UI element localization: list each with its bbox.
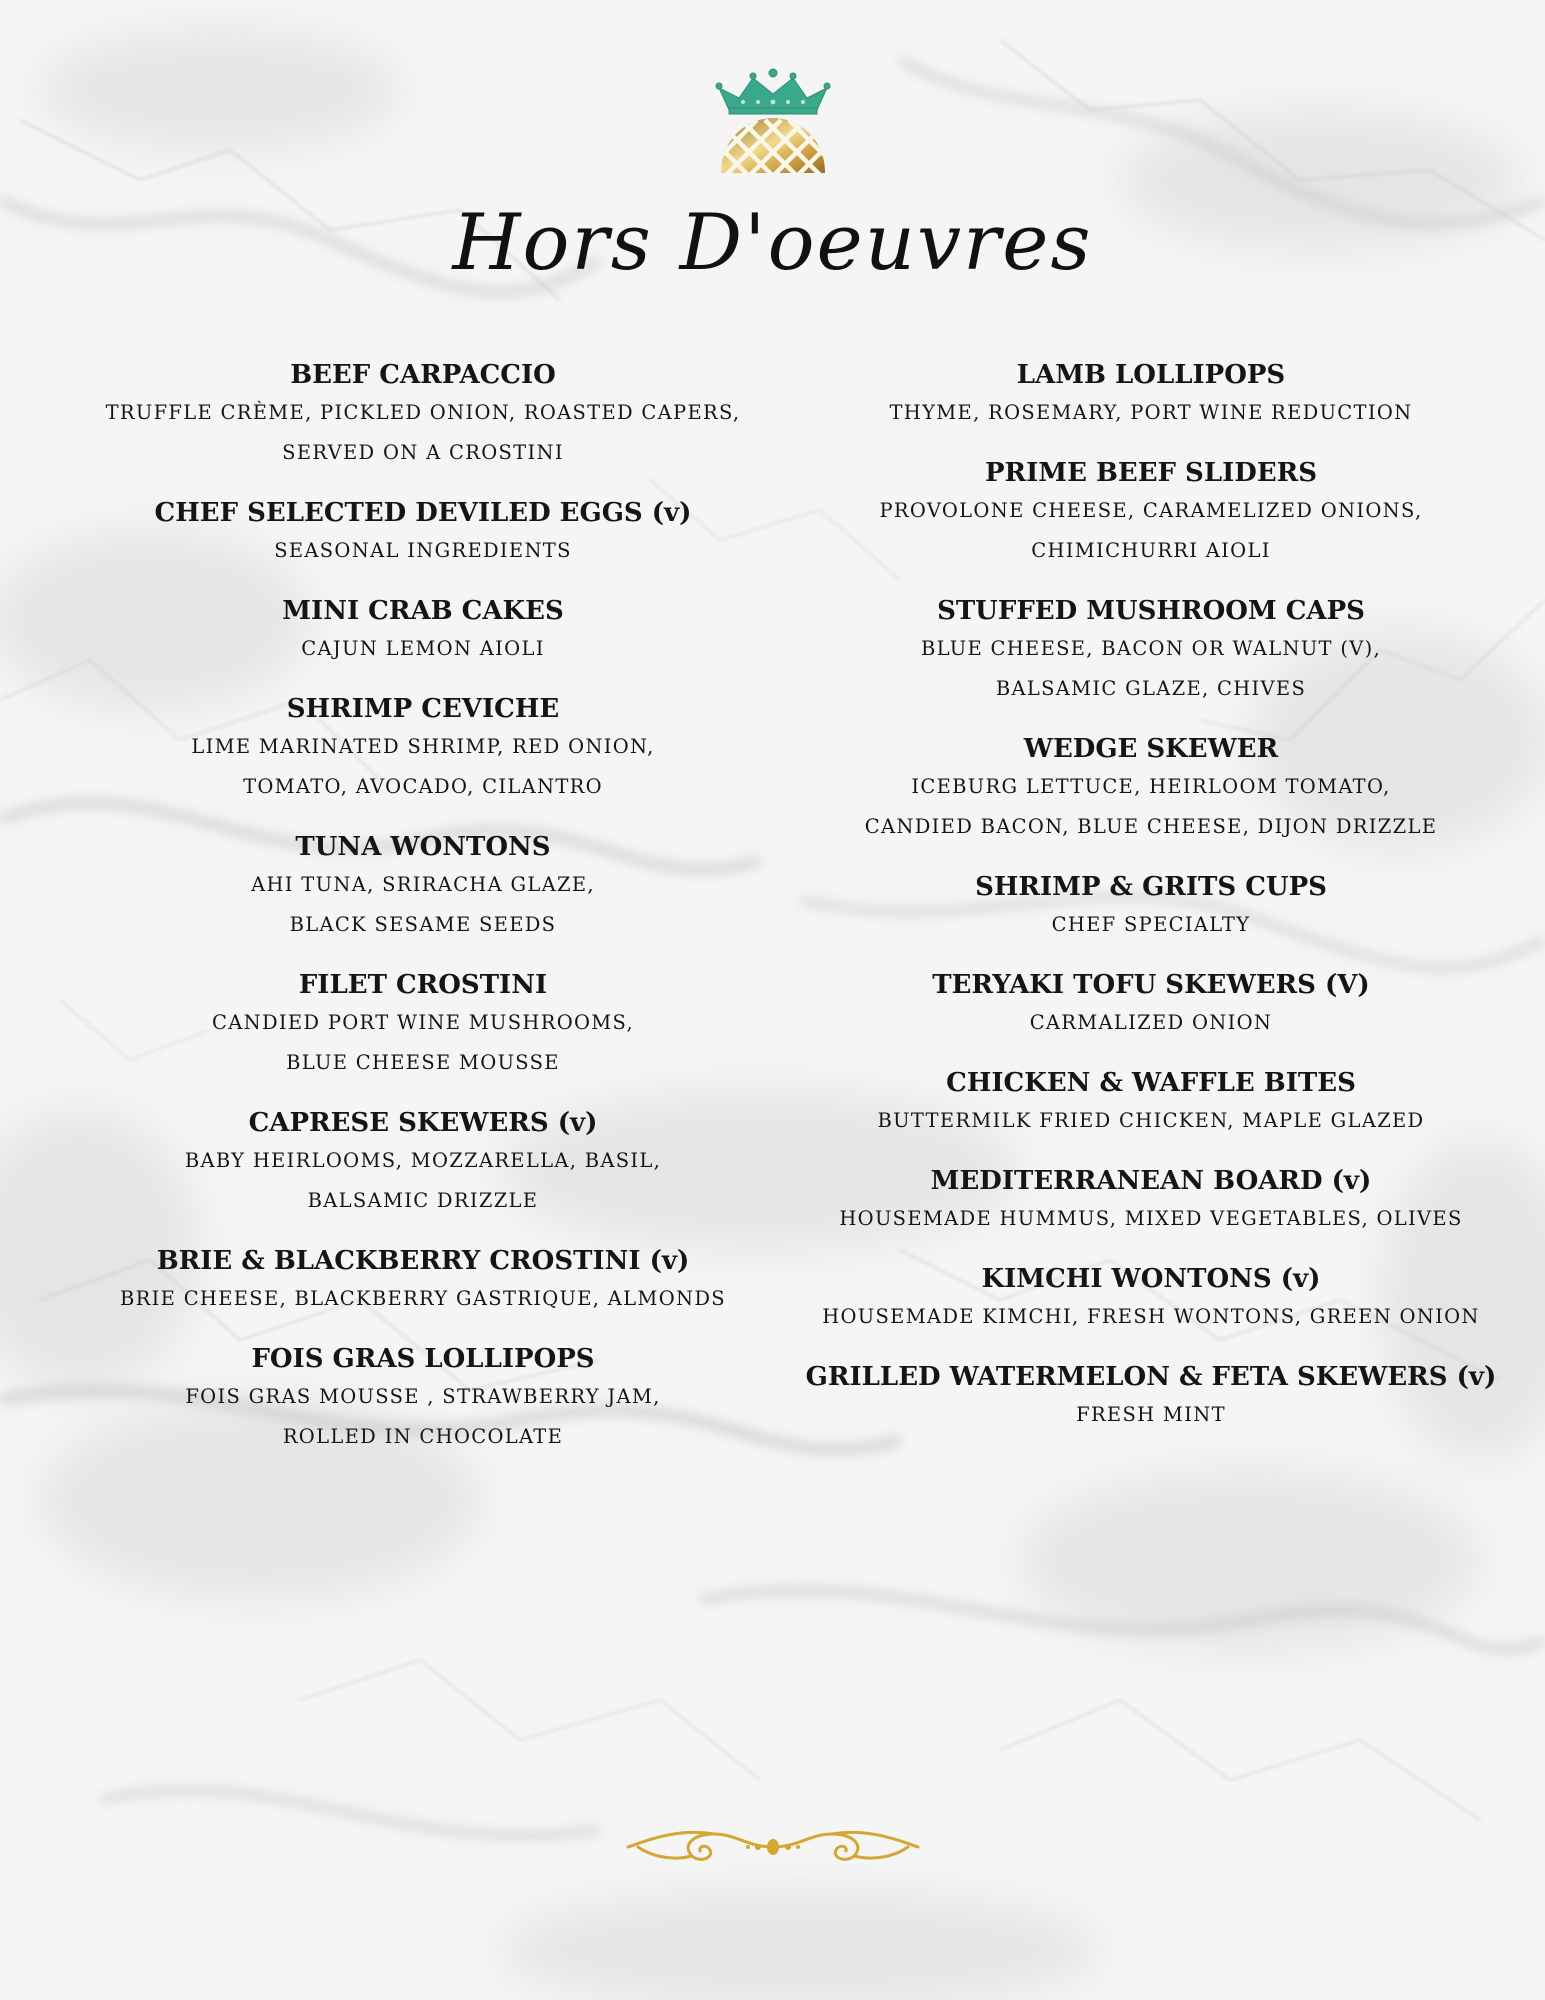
item-name: KIMCHI WONTONS (v)	[981, 1264, 1321, 1294]
item-description: ROLLED IN CHOCOLATE	[282, 1425, 564, 1448]
item-name: SHRIMP CEVICHE	[286, 694, 560, 724]
item-description: TRUFFLE CRÈME, PICKLED ONION, ROASTED CAPERS,	[105, 401, 741, 424]
item-description: BRIE CHEESE, BLACKBERRY GASTRIQUE, ALMONDS	[120, 1287, 726, 1310]
menu-item	[801, 1163, 1501, 1239]
menu-item	[73, 1243, 773, 1319]
item-name: CAPRESE SKEWERS (v)	[248, 1108, 598, 1138]
item-description: CHIMICHURRI AIOLI	[1031, 539, 1271, 562]
menu-item	[73, 357, 773, 473]
menu-item	[73, 1105, 773, 1221]
item-description: ICEBURG LETTUCE, HEIRLOOM TOMATO,	[911, 775, 1391, 798]
menu-item	[73, 691, 773, 807]
item-description: CANDIED PORT WINE MUSHROOMS,	[211, 1011, 634, 1034]
menu-item	[73, 967, 773, 1083]
item-name: WEDGE SKEWER	[1023, 734, 1279, 764]
item-description: BLACK SESAME SEEDS	[289, 913, 557, 936]
menu-item	[801, 357, 1501, 433]
item-description: FOIS GRAS MOUSSE , STRAWBERRY JAM,	[185, 1385, 661, 1408]
menu-title: Hors D'oeuvres	[452, 198, 1093, 288]
menu-item	[801, 1261, 1501, 1337]
item-description: BALSAMIC GLAZE, CHIVES	[995, 677, 1307, 700]
menu-item	[801, 869, 1501, 945]
item-name: BRIE & BLACKBERRY CROSTINI (v)	[156, 1246, 690, 1276]
item-description: CHEF SPECIALTY	[1051, 913, 1251, 936]
item-description: AHI TUNA, SRIRACHA GLAZE,	[251, 873, 595, 896]
menu-item	[73, 495, 773, 571]
item-name: SHRIMP & GRITS CUPS	[975, 872, 1327, 902]
item-description: LIME MARINATED SHRIMP, RED ONION,	[191, 735, 655, 758]
item-name: GRILLED WATERMELON & FETA SKEWERS (v)	[805, 1362, 1497, 1392]
menu-item	[801, 593, 1501, 709]
right-menu-column	[801, 357, 1501, 1435]
item-description: TOMATO, AVOCADO, CILANTRO	[243, 775, 603, 798]
item-description: BABY HEIRLOOMS, MOZZARELLA, BASIL,	[184, 1149, 662, 1172]
crown-logo-icon	[713, 68, 833, 180]
menu-item	[73, 829, 773, 945]
item-description: PROVOLONE CHEESE, CARAMELIZED ONIONS,	[879, 499, 1423, 522]
item-name: STUFFED MUSHROOM CAPS	[937, 596, 1365, 626]
menu-item	[801, 1065, 1501, 1141]
gold-flourish-divider-icon	[478, 1826, 1068, 1868]
item-name: MINI CRAB CAKES	[282, 596, 564, 626]
item-description: SEASONAL INGREDIENTS	[274, 539, 572, 562]
item-name: FOIS GRAS LOLLIPOPS	[251, 1344, 595, 1374]
item-name: CHICKEN & WAFFLE BITES	[946, 1068, 1356, 1098]
left-menu-column	[73, 357, 773, 1457]
item-description: SERVED ON A CROSTINI	[282, 441, 564, 464]
item-description: HOUSEMADE KIMCHI, FRESH WONTONS, GREEN ONION	[822, 1305, 1480, 1328]
item-name: FILET CROSTINI	[298, 970, 548, 1000]
menu-item	[801, 731, 1501, 847]
item-description: HOUSEMADE HUMMUS, MIXED VEGETABLES, OLIVES	[839, 1207, 1463, 1230]
menu-item	[73, 1341, 773, 1457]
item-name: LAMB LOLLIPOPS	[1016, 360, 1286, 390]
item-name: BEEF CARPACCIO	[290, 360, 556, 390]
menu-item	[801, 1359, 1501, 1435]
item-description: BLUE CHEESE MOUSSE	[286, 1051, 560, 1074]
item-description: CARMALIZED ONION	[1029, 1011, 1273, 1034]
item-name: PRIME BEEF SLIDERS	[984, 458, 1318, 488]
menu-item	[801, 967, 1501, 1043]
item-description: FRESH MINT	[1076, 1403, 1226, 1426]
item-name: TERYAKI TOFU SKEWERS (V)	[932, 970, 1370, 1000]
item-description: BUTTERMILK FRIED CHICKEN, MAPLE GLAZED	[877, 1109, 1425, 1132]
menu-item	[73, 593, 773, 669]
item-name: CHEF SELECTED DEVILED EGGS (v)	[154, 498, 692, 528]
item-name: TUNA WONTONS	[295, 832, 551, 862]
item-description: THYME, ROSEMARY, PORT WINE REDUCTION	[889, 401, 1413, 424]
item-description: BLUE CHEESE, BACON OR WALNUT (V),	[920, 637, 1382, 660]
item-name: MEDITERRANEAN BOARD (v)	[930, 1166, 1372, 1196]
item-description: CANDIED BACON, BLUE CHEESE, DIJON DRIZZLE	[864, 815, 1438, 838]
menu-item	[801, 455, 1501, 571]
item-description: CAJUN LEMON AIOLI	[301, 637, 545, 660]
item-description: BALSAMIC DRIZZLE	[307, 1189, 539, 1212]
